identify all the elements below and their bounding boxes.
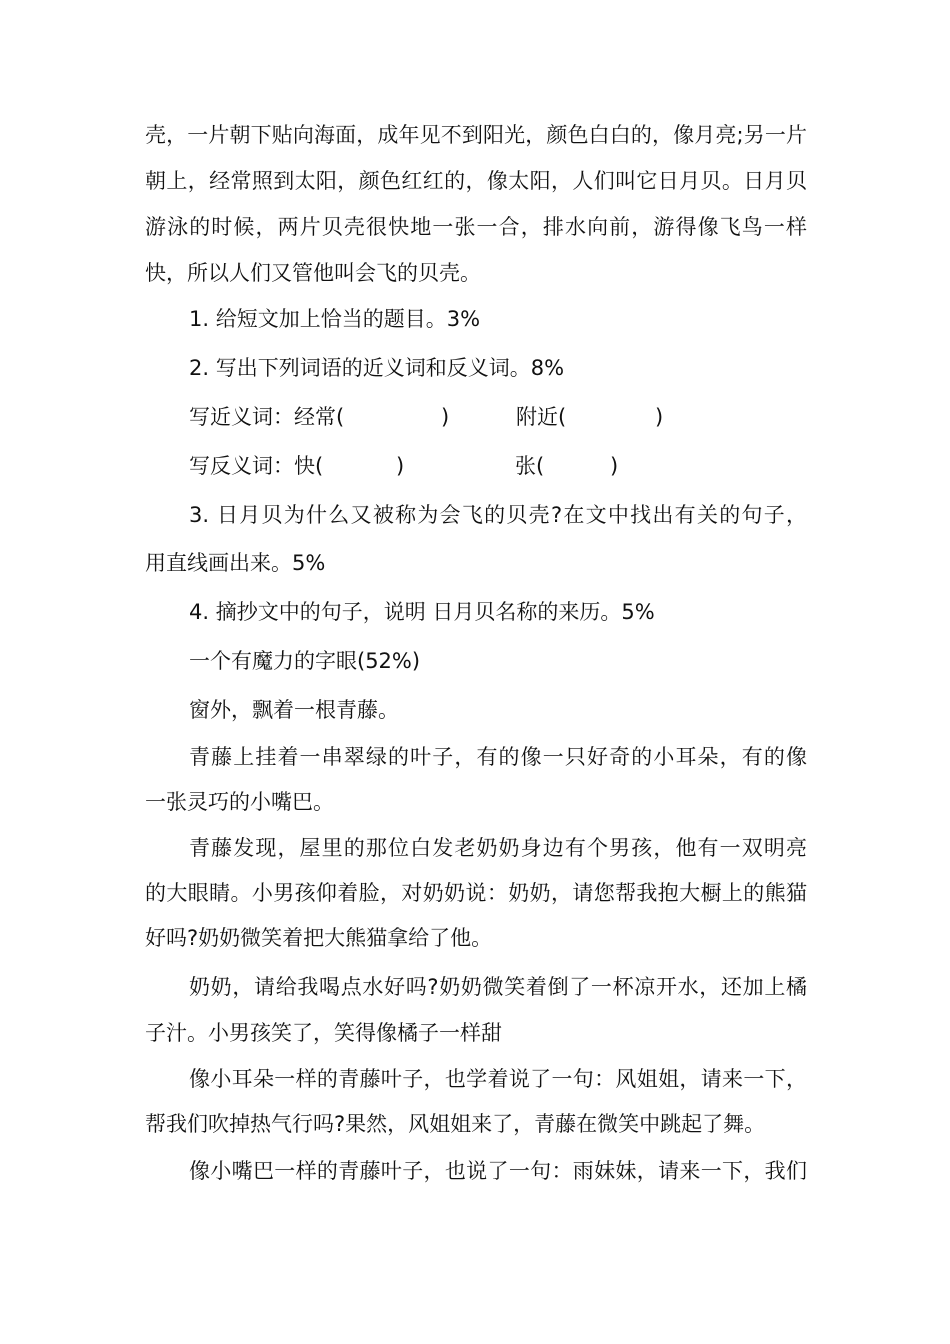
question-3-line-1: 3. 日月贝为什么又被称为会飞的贝壳?在文中找出有关的句子，	[189, 503, 807, 527]
question-1: 1. 给短文加上恰当的题目。3%	[189, 307, 481, 331]
story-p2-line-2: 一张灵巧的小嘴巴。	[145, 790, 334, 814]
antonym-close-2: )	[610, 454, 619, 478]
intro-line-2: 朝上，经常照到太阳，颜色红红的，像太阳，人们叫它日月贝。日月贝	[145, 169, 807, 193]
antonym-close-1: )	[396, 454, 405, 478]
story-p2-line-1: 青藤上挂着一串翠绿的叶子，有的像一只好奇的小耳朵，有的像	[189, 745, 807, 769]
story-paragraph-6: 像小嘴巴一样的青藤叶子，也说了一句：雨妹妹，请来一下，我们	[189, 1159, 807, 1183]
intro-line-3: 游泳的时候，两片贝壳很快地一张一合，排水向前，游得像飞鸟一样	[145, 215, 807, 239]
synonym-word-2: 附近(	[516, 405, 567, 429]
intro-line-4: 快，所以人们又管他叫会飞的贝壳。	[145, 261, 481, 285]
question-2: 2. 写出下列词语的近义词和反义词。8%	[189, 356, 565, 380]
antonym-word-2: 张(	[515, 454, 545, 478]
story-p4-line-1: 奶奶，请给我喝点水好吗?奶奶微笑着倒了一杯凉开水，还加上橘	[189, 975, 807, 999]
antonym-label: 写反义词：快(	[189, 454, 324, 478]
story-p3-line-3: 好吗?奶奶微笑着把大熊猫拿给了他。	[145, 926, 493, 950]
synonym-close-1: )	[441, 405, 450, 429]
intro-line-1: 壳，一片朝下贴向海面，成年见不到阳光，颜色白白的，像月亮;另一片	[145, 123, 807, 147]
synonym-close-2: )	[655, 405, 664, 429]
story-p5-line-1: 像小耳朵一样的青藤叶子，也学着说了一句：风姐姐，请来一下，	[189, 1067, 807, 1091]
story-p5-line-2: 帮我们吹掉热气行吗?果然，风姐姐来了，青藤在微笑中跳起了舞。	[145, 1112, 766, 1136]
story-p3-line-1: 青藤发现，屋里的那位白发老奶奶身边有个男孩，他有一双明亮	[189, 836, 807, 860]
question-4: 4. 摘抄文中的句子，说明 日月贝名称的来历。5%	[189, 600, 655, 624]
story-p3-line-2: 的大眼睛。小男孩仰着脸，对奶奶说：奶奶，请您帮我抱大橱上的熊猫	[145, 881, 807, 905]
story-title: 一个有魔力的字眼(52%)	[189, 649, 421, 673]
synonym-label: 写近义词：经常(	[189, 405, 345, 429]
story-p4-line-2: 子汁。小男孩笑了，笑得像橘子一样甜	[145, 1021, 502, 1045]
question-3-line-2: 用直线画出来。5%	[145, 551, 326, 575]
story-paragraph-1: 窗外，飘着一根青藤。	[189, 698, 399, 722]
